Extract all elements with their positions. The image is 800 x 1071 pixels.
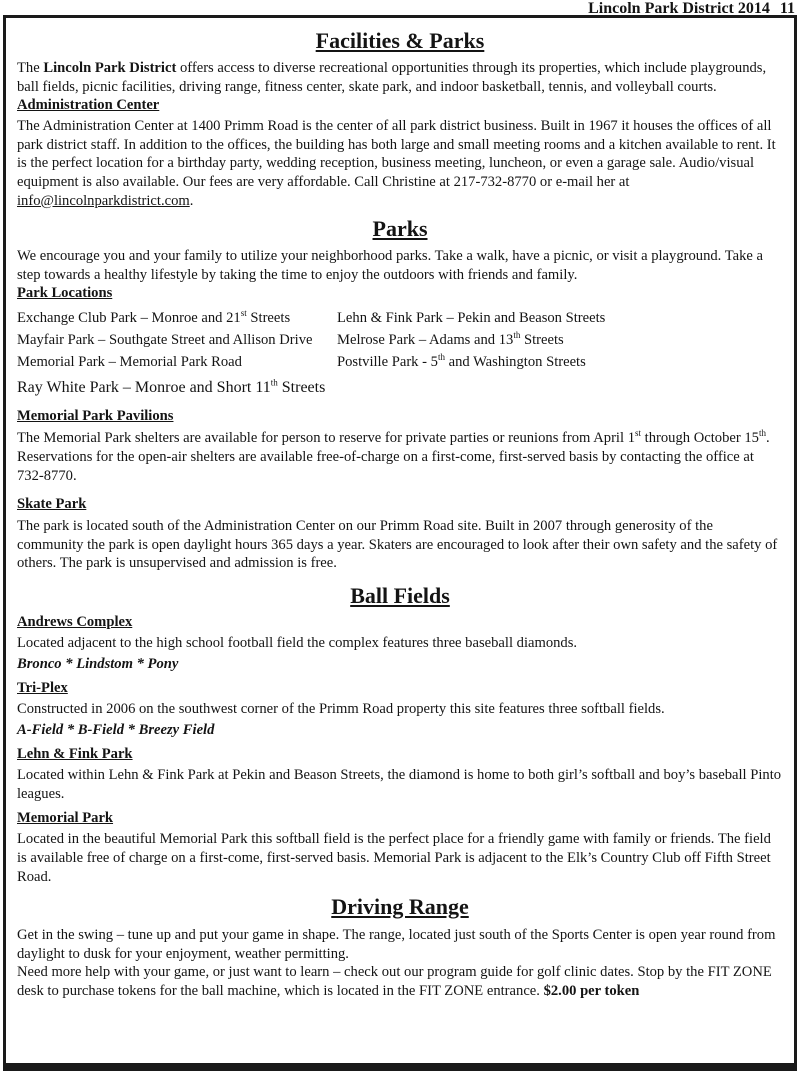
park-location: Ray White Park – Monroe and Short 11th Streets <box>17 378 326 397</box>
park-location: Melrose Park – Adams and 13th Streets <box>337 330 564 349</box>
ball-fields-title: Ball Fields <box>350 582 450 608</box>
driving-range-body-text: Need more help with your game, or just want to learn – check out our program guide for golf clinic dates. Stop by the FIT ZONE desk to purchase tokens for the ball machine, which is located in the FIT ZONE entrance. <box>17 964 772 1000</box>
pavilions-paragraph: The Memorial Park shelters are available for person to reserve for private parties or reunions from April 1st through October 15th. Reservations for the open-air shelters are available free-of-charge on a first-come, first-served basis by contacting the office at 732-8770. <box>17 428 770 484</box>
park-location: Memorial Park – Memorial Park Road <box>17 354 242 371</box>
tri-plex-heading: Tri-Plex <box>17 680 68 697</box>
ordinal-superscript: st <box>635 428 642 439</box>
ordinal-superscript: th <box>513 330 521 341</box>
admin-center-paragraph <box>17 117 783 210</box>
ordinal-superscript: st <box>240 308 247 319</box>
park-locations-right-column <box>337 307 783 373</box>
facilities-intro-paragraph <box>17 59 783 96</box>
tri-plex-paragraph: Constructed in 2006 on the southwest corner of the Primm Road property this site features three softball fields. <box>17 701 665 718</box>
page-number: 11 <box>779 0 795 17</box>
admin-center-body-end: . <box>189 192 194 209</box>
park-locations-left-column <box>17 307 337 373</box>
park-locations-heading: Park Locations <box>17 285 113 302</box>
driving-range-paragraph-2 <box>17 963 783 1000</box>
district-name-bold: Lincoln Park District <box>43 60 177 76</box>
skate-park-paragraph: The park is located south of the Administration Center on our Primm Road site. Built in 2007 through generosity of the community the park is open daylight hours 365 days a year. Skaters are encouraged to look after their own safety and the safety of others. The park is unsupervised and admission is free. <box>17 518 778 572</box>
parks-intro-paragraph: We encourage you and your family to utilize your neighborhood parks. Take a walk, have a picnic, or visit a playground. Take a step towards a healthy lifestyle by taking the time to enjoy the outdoors with friends and family. <box>17 248 763 283</box>
park-location: Lehn & Fink Park – Pekin and Beason Streets <box>337 310 606 327</box>
facilities-intro-post: offers access to diverse recreational opportunities through its properties, which include playgrounds, ball fields, picnic facilities, driving range, fitness center, skate park, and indoor basketball, tennis, and volleyball courts. <box>17 60 767 95</box>
park-location: Postville Park - 5th and Washington Streets <box>337 352 586 371</box>
tri-plex-fields-list: A-Field * B-Field * Breezy Field <box>17 721 215 738</box>
lehn-fink-heading: Lehn & Fink Park <box>17 746 133 763</box>
content-frame <box>3 15 797 1071</box>
lehn-fink-paragraph: Located within Lehn & Fink Park at Pekin and Beason Streets, the diamond is home to both girl’s softball and boy’s baseball Pinto leagues. <box>17 767 782 802</box>
park-locations-list <box>17 307 783 373</box>
token-price-bold: $2.00 per token <box>543 983 640 1000</box>
driving-range-paragraph-1: Get in the swing – tune up and put your game in shape. The range, located just south of the Sports Center is open year round from daylight to dusk for your enjoyment, weather permitting. <box>17 927 776 962</box>
facilities-intro-pre: The <box>17 60 44 76</box>
admin-center-heading: Administration Center <box>17 97 160 114</box>
memorial-park-field-heading: Memorial Park <box>17 810 114 827</box>
park-location: Exchange Club Park – Monroe and 21st Streets <box>17 308 291 327</box>
ordinal-superscript: th <box>758 428 766 439</box>
driving-range-title: Driving Range <box>331 894 469 920</box>
park-location: Mayfair Park – Southgate Street and Allison Drive <box>17 332 313 349</box>
andrews-complex-heading: Andrews Complex <box>17 613 133 630</box>
ordinal-superscript: th <box>270 378 278 389</box>
facilities-parks-title: Facilities & Parks <box>315 28 485 53</box>
email-link[interactable]: info@lincolnparkdistrict.com <box>17 192 190 209</box>
andrews-fields-list: Bronco * Lindstom * Pony <box>17 655 179 672</box>
memorial-park-pavilions-heading: Memorial Park Pavilions <box>17 408 174 425</box>
parks-title: Parks <box>372 216 428 242</box>
header-title: Lincoln Park District 2014 <box>588 0 770 17</box>
admin-center-body-text: The Administration Center at 1400 Primm Road is the center of all park district business. Built in 1967 it houses the offices of all park district staff. In addition to the offices, the building has both large and small meeting rooms and a kitchen available to rent. It is the perfect location for a birthday party, wedding reception, business meeting, luncheon, or even a garage sale. Audio/visual equipment is also available. Our fees are very affordable. Call Christine at 217-732-8770 or e-mail her at <box>17 118 776 190</box>
andrews-complex-paragraph: Located adjacent to the high school football field the complex features three baseball diamonds. <box>17 634 578 651</box>
ordinal-superscript: th <box>437 352 445 363</box>
memorial-park-field-paragraph: Located in the beautiful Memorial Park this softball field is the perfect place for a friendly game with family or friends. The field is available free of charge on a first-come, first-served basis. Memorial Park is adjacent to the Elk’s Country Club off Fifth Street Road. <box>17 831 771 885</box>
skate-park-heading: Skate Park <box>17 496 87 513</box>
